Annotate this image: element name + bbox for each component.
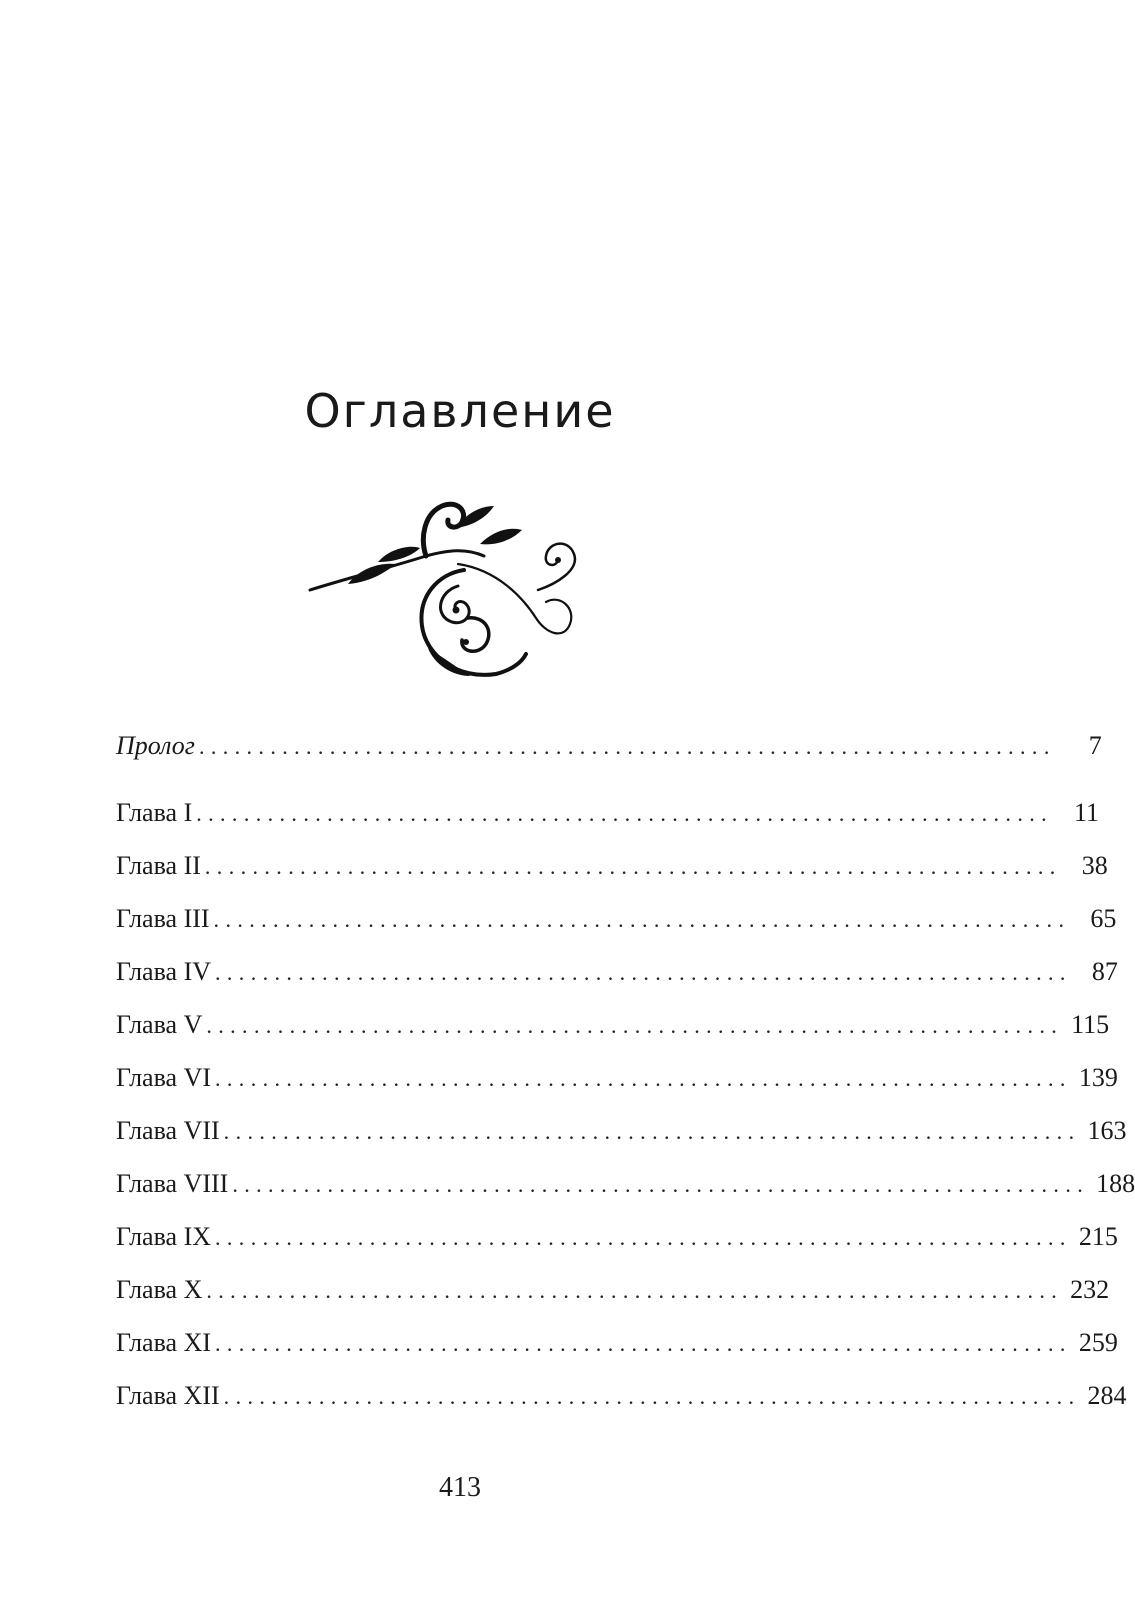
dot-leader: ........................................................................ bbox=[206, 1278, 1064, 1303]
toc-entry-label: Глава XII bbox=[116, 1381, 220, 1410]
toc-entry-chapter-5 bbox=[116, 1007, 1110, 1043]
toc-entry-page: 115 bbox=[1071, 1010, 1110, 1039]
toc-entry-page: 7 bbox=[1088, 731, 1102, 760]
toc-entry-page: 11 bbox=[1074, 798, 1100, 827]
toc-entry-chapter-11 bbox=[116, 1325, 1118, 1361]
dot-leader: ........................................................................ bbox=[198, 734, 1056, 759]
toc-entry-label: Глава XI bbox=[116, 1328, 211, 1357]
toc-entry-chapter-12 bbox=[116, 1378, 1127, 1414]
toc-entry-chapter-9 bbox=[116, 1219, 1118, 1255]
dot-leader: ........................................................................ bbox=[215, 1225, 1072, 1250]
toc-entry-prologue bbox=[116, 728, 1102, 764]
toc-entry-page: 65 bbox=[1090, 904, 1117, 933]
dot-leader: ........................................................................ bbox=[196, 801, 1054, 826]
toc-entry-label: Глава III bbox=[116, 904, 210, 933]
dot-leader: ........................................................................ bbox=[204, 854, 1062, 879]
dot-leader: ........................................................................ bbox=[223, 1119, 1081, 1144]
toc-entry-chapter-2 bbox=[116, 848, 1108, 884]
dot-leader: ........................................................................ bbox=[206, 1013, 1064, 1038]
toc-entry-label: Глава VI bbox=[116, 1063, 211, 1092]
toc-entry-label: Глава II bbox=[116, 851, 201, 880]
toc-entry-chapter-10 bbox=[116, 1272, 1110, 1308]
toc-entry-page: 87 bbox=[1091, 957, 1118, 986]
toc-entry-label: Глава V bbox=[116, 1010, 203, 1039]
dot-leader: ........................................................................ bbox=[223, 1384, 1081, 1409]
toc-entry-chapter-6 bbox=[116, 1060, 1118, 1096]
toc-entry-label: Глава VII bbox=[116, 1116, 220, 1145]
page-title: Оглавление bbox=[304, 383, 616, 438]
toc-entry-label: Глава I bbox=[116, 798, 193, 827]
dot-leader: ........................................................................ bbox=[215, 1066, 1072, 1091]
toc-entry-chapter-1 bbox=[116, 795, 1100, 831]
toc-entry-page: 163 bbox=[1087, 1116, 1127, 1145]
dot-leader: ........................................................................ bbox=[213, 907, 1071, 932]
toc-entry-label: Глава VIII bbox=[116, 1169, 229, 1198]
toc-entry-page: 188 bbox=[1096, 1169, 1135, 1198]
dot-leader: ........................................................................ bbox=[215, 960, 1072, 985]
toc-entry-chapter-8 bbox=[116, 1166, 1135, 1202]
toc-entry-page: 232 bbox=[1070, 1275, 1110, 1304]
toc-entry-page: 284 bbox=[1087, 1381, 1127, 1410]
toc-entry-page: 259 bbox=[1078, 1328, 1118, 1357]
toc-entry-page: 38 bbox=[1081, 851, 1108, 880]
dot-leader: ........................................................................ bbox=[215, 1331, 1072, 1356]
toc-entry-label: Глава IV bbox=[116, 957, 211, 986]
toc-entry-label: Глава X bbox=[116, 1275, 203, 1304]
toc-entry-label: Глава IX bbox=[116, 1222, 211, 1251]
toc-entry-page: 139 bbox=[1078, 1063, 1118, 1092]
toc-entry-chapter-7 bbox=[116, 1113, 1127, 1149]
page-number: 413 bbox=[439, 1472, 481, 1503]
dot-leader: ........................................................................ bbox=[232, 1172, 1090, 1197]
toc-entry-chapter-4 bbox=[116, 954, 1118, 990]
toc-entry-chapter-3 bbox=[116, 901, 1117, 937]
toc-entry-label: Пролог bbox=[116, 731, 195, 760]
toc-entry-page: 215 bbox=[1078, 1222, 1118, 1251]
floral-flourish-icon bbox=[308, 498, 600, 688]
